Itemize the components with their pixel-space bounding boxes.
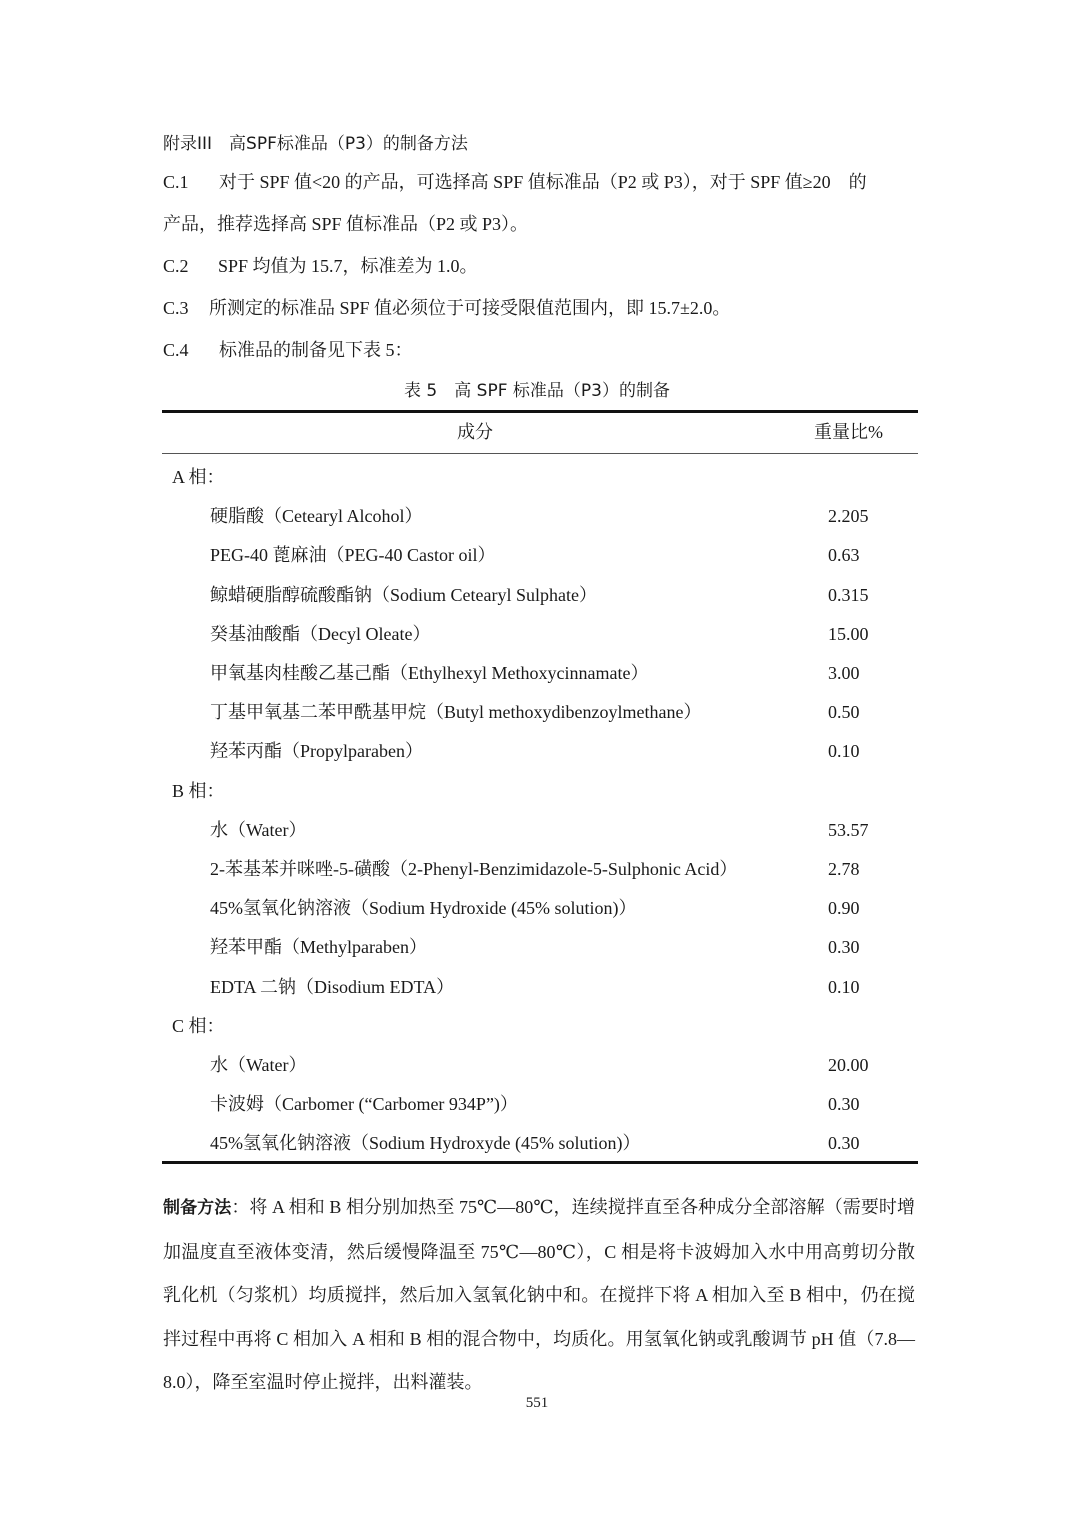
ingredient-cell: EDTA 二钠（Disodium EDTA） (210, 976, 455, 997)
weight-cell: 15.00 (828, 623, 869, 644)
page-number: 551 (525, 1395, 549, 1411)
phase-row (162, 779, 918, 818)
table-bottom-rule (162, 1161, 918, 1164)
table-header-rule (162, 453, 918, 454)
weight-cell: 0.10 (828, 741, 860, 762)
ingredient-cell: 2-苯基苯并咪唑-5-磺酸（2-Phenyl-Benzimidazole-5-Sulphonic Acid） (210, 859, 738, 879)
table-caption: 表 5 高 SPF 标准品（P3）的制备 (404, 381, 670, 401)
ingredient-cell: 羟苯丙酯（Propylparaben） (210, 741, 423, 762)
clause-text: 所测定的标准品 SPF 值必须位于可接受限值范围内，即 15.7±2.0。 (209, 298, 731, 318)
ingredient-cell: 硬脂酸（Cetearyl Alcohol） (210, 506, 423, 527)
weight-cell: 0.30 (828, 937, 860, 958)
table-row (162, 622, 918, 661)
ingredient-cell: 45%氢氧化钠溶液（Sodium Hydroxide (45% solution)） (210, 898, 637, 919)
clause-text: 对于 SPF 值<20 的产品，可选择高 SPF 值标准品（P2 或 P3），对于 SPF 值≥20 的 (219, 172, 867, 192)
phase-row (162, 465, 918, 504)
table-row (162, 504, 918, 543)
ingredient-cell: 丁基甲氧基二苯甲酰基甲烷（Butyl methoxydibenzoylmethane） (210, 702, 702, 723)
preparation-method (163, 1186, 915, 1405)
weight-cell: 20.00 (828, 1055, 869, 1075)
table-row (162, 975, 918, 1014)
weight-cell: 0.90 (828, 898, 860, 919)
ingredient-cell: 45%氢氧化钠溶液（Sodium Hydroxyde (45% solution)） (210, 1133, 641, 1154)
weight-cell: 0.30 (828, 1094, 860, 1115)
phase-row (162, 1014, 918, 1053)
table-row (162, 857, 918, 896)
ingredient-cell: 水（Water） (210, 1055, 307, 1075)
clause-c1-continuation: 产品，推荐选择高 SPF 值标准品（P2 或 P3）。 (163, 214, 529, 234)
ingredient-cell: 癸基油酸酯（Decyl Oleate） (210, 623, 431, 644)
ingredient-cell: 甲氧基肉桂酸乙基己酯（Ethylhexyl Methoxycinnamate） (210, 663, 649, 683)
table-row (162, 739, 918, 778)
weight-cell: 53.57 (828, 819, 869, 840)
column-header-ingredient: 成分 (457, 422, 493, 442)
clause-c1 (163, 170, 867, 194)
table-row (162, 583, 918, 622)
weight-cell: 2.205 (828, 506, 869, 527)
phase-label: A 相： (172, 467, 225, 487)
weight-cell: 0.63 (828, 545, 860, 566)
clause-c4 (163, 338, 413, 362)
clause-text: 标准品的制备见下表 5： (219, 340, 413, 360)
weight-cell: 0.10 (828, 976, 860, 997)
weight-cell: 3.00 (828, 663, 860, 683)
table-row (162, 818, 918, 857)
table-row (162, 661, 918, 700)
clause-c2 (163, 254, 478, 278)
weight-cell: 0.315 (828, 584, 869, 605)
ingredient-cell: 水（Water） (210, 819, 307, 840)
weight-cell: 2.78 (828, 859, 860, 879)
clause-c3 (163, 296, 730, 320)
weight-cell: 0.30 (828, 1133, 860, 1154)
ingredient-cell: 羟苯甲酯（Methylparaben） (210, 937, 427, 958)
table-row (162, 1053, 918, 1092)
table-row (162, 1092, 918, 1131)
ingredient-cell: PEG-40 蓖麻油（PEG-40 Castor oil） (210, 545, 496, 566)
column-header-weight: 重量比% (814, 422, 883, 442)
weight-cell: 0.50 (828, 702, 860, 723)
method-text: 将 A 相和 B 相分别加热至 75℃—80℃，连续搅拌直至各种成分全部溶解（需要时增加温度直至液体变清，然后缓慢降温至 75℃—80℃），C 相是将卡波姆加入水中用高剪切分散乳化机（匀浆机）均质搅拌，然后加入氢氧化钠中和。在搅拌下将 A 相加入至 B 相中，仍在搅拌过程中再将 C 相加入 A 相和 B 相的混合物中，均质化。用氢氧化钠或乳酸调节 pH 值（7.8—8.0），降至室温时停止搅拌，出料灌装。 (163, 1197, 916, 1392)
table-row (162, 896, 918, 935)
clause-number: C.1 (163, 172, 189, 192)
method-colon: ： (231, 1197, 250, 1217)
clause-number: C.3 (163, 298, 189, 318)
table-row (162, 700, 918, 739)
table-row (162, 935, 918, 974)
table-row (162, 1131, 918, 1170)
clause-number: C.2 (163, 256, 189, 276)
table-row (162, 543, 918, 582)
table-top-rule (162, 410, 918, 413)
clause-number: C.4 (163, 340, 189, 360)
ingredient-cell: 鲸蜡硬脂醇硫酸酯钠（Sodium Cetearyl Sulphate） (210, 584, 597, 605)
appendix-heading: 附录III 高SPF标准品（P3）的制备方法 (163, 134, 468, 154)
phase-label: B 相： (172, 780, 225, 801)
clause-text: SPF 均值为 15.7，标准差为 1.0。 (218, 256, 478, 276)
ingredient-cell: 卡波姆（Carbomer (“Carbomer 934P”)） (210, 1094, 518, 1115)
method-label: 制备方法 (163, 1198, 232, 1218)
phase-label: C 相： (172, 1015, 225, 1036)
